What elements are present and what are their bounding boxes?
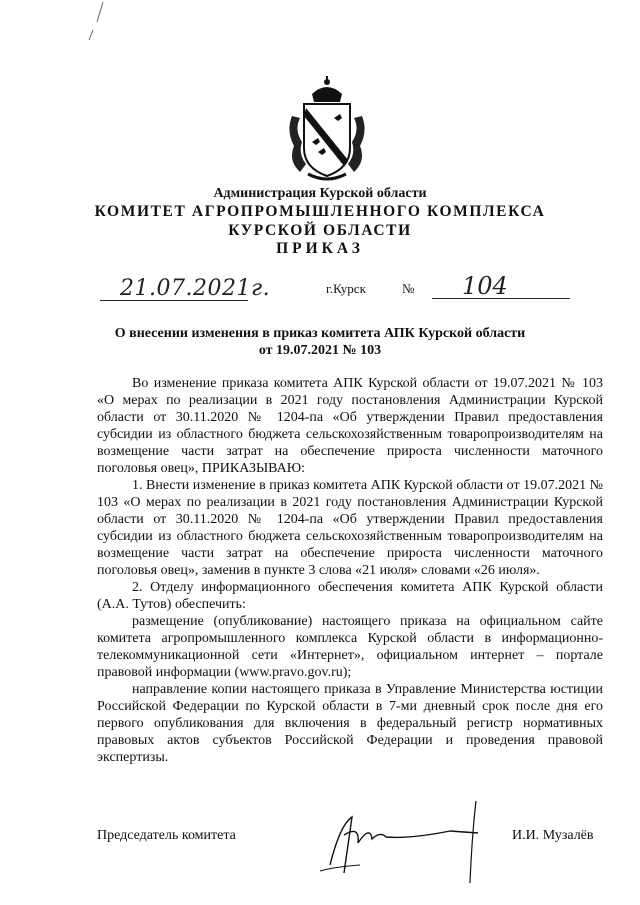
handwritten-signature [300,795,500,885]
city: г.Курск [326,281,366,296]
administration-name: Администрация Курской области [213,186,427,201]
document-title-line1: О внесении изменения в приказ комитета АПК Курской области [114,326,526,341]
document-title-line2: от 19.07.2021 № 103 [258,343,382,358]
signatory-name: И.И. Музалёв [512,828,594,843]
order-number: 104 [462,272,508,300]
document-body [97,375,603,766]
signatory-role: Председатель комитета [97,828,236,843]
number-label: № [402,281,415,296]
coat-of-arms-icon [282,76,372,186]
body-paragraph: Во изменение приказа комитета АПК Курской области от 19.07.2021 № 103 «О мерах по реализации в 2021 году постановления Администрации Курской области от 30.11.2020 № 1204-па «Об утверждении Правил предоставления субсидии из областного бюджета сельскохозяйственным товаропроизводителям на возмещение части затрат на обеспечение прироста численности маточного поголовья овец», ПРИКАЗЫВАЮ: [97,376,603,476]
committee-name-line1: КОМИТЕТ АГРОПРОМЫШЛЕННОГО КОМПЛЕКСА [94,203,546,220]
order-date: 21.07.2021г. [120,276,271,301]
date-underline [100,300,248,301]
body-paragraph: 2. Отделу информационного обеспечения комитета АПК Курской области (А.А. Тутов) обеспечить: [97,580,603,612]
scan-mark [85,0,115,60]
document-type: ПРИКАЗ [276,240,364,257]
number-underline [432,298,570,299]
body-paragraph: направление копии настоящего приказа в Управление Министерства юстиции Российской Федерации по Курской области в 7-ми дневный срок после дня его первого опубликования для включения в федеральный регистр нормативных правовых актов субъектов Российской Федерации и проведения правовой экспертизы. [97,682,603,765]
committee-name-line2: КУРСКОЙ ОБЛАСТИ [228,222,412,239]
body-paragraph: 1. Внести изменение в приказ комитета АПК Курской области от 19.07.2021 № 103 «О мерах по реализации в 2021 году постановления Администрации Курской области от 30.11.2020 № 1204-па «Об утверждении Правил предоставления субсидии из областного бюджета сельскохозяйственным товаропроизводителям на возмещение части затрат на обеспечение прироста численности маточного поголовья овец», заменив в пункте 3 слова «21 июля» словами «26 июля». [97,478,603,578]
body-paragraph: размещение (опубликование) настоящего приказа на официальном сайте комитета агропромышленного комплекса Курской области в информационно-телекоммуникационной сети «Интернет», официальном интернет – портале правовой информации (www.pravo.gov.ru); [97,614,603,680]
